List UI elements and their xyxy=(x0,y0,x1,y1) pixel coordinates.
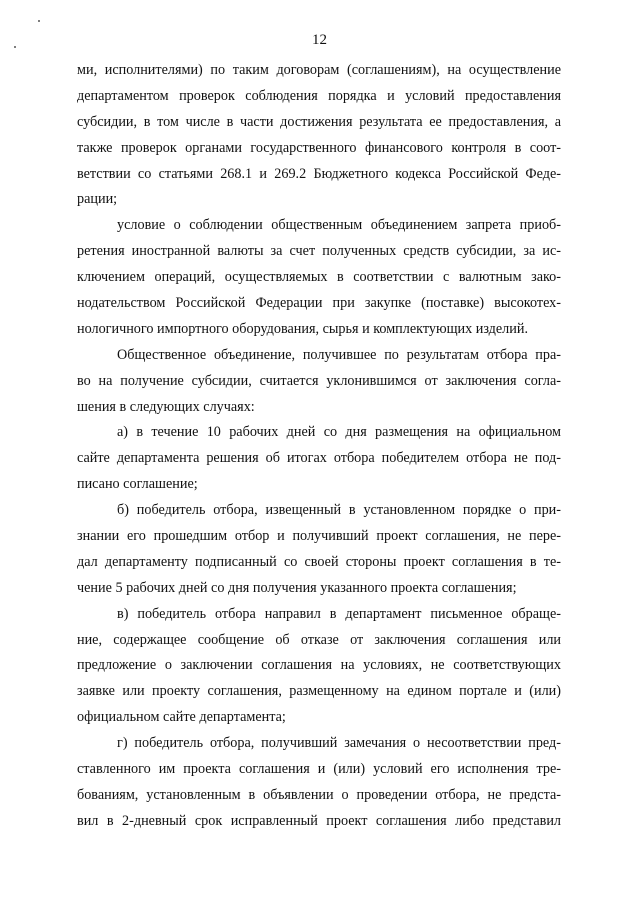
text-line: субсидии, в том числе в части достижения результата ее предоставления, а xyxy=(77,113,561,130)
text-line: заявке или проекту соглашения, размещенному на едином портале и (или) xyxy=(77,683,561,700)
scan-speck xyxy=(14,46,16,48)
text-line: а) в течение 10 рабочих дней со дня размещения на официальном xyxy=(117,424,561,441)
text-line: ветствии со статьями 268.1 и 269.2 Бюджетного кодекса Российской Феде- xyxy=(77,165,561,182)
text-line: департаментом проверок соблюдения порядка и условий предоставления xyxy=(77,87,561,104)
text-line: официальном сайте департамента; xyxy=(77,709,286,726)
text-line: в) победитель отбора направил в департамент письменное обраще- xyxy=(117,605,561,622)
text-line: условие о соблюдении общественным объединением запрета приоб- xyxy=(117,217,561,234)
text-line: нодательством Российской Федерации при закупке (поставке) высокотех- xyxy=(77,295,561,312)
text-line: Общественное объединение, получившее по результатам отбора пра- xyxy=(117,346,561,363)
text-line: г) победитель отбора, получивший замечания о несоответствии пред- xyxy=(117,735,561,752)
text-line: знании его прошедшим отбор и получивший проект соглашения, не пере- xyxy=(77,528,561,545)
document-body xyxy=(77,58,561,835)
text-line: дал департаменту подписанный со своей стороны проект соглашения в те- xyxy=(77,553,561,570)
text-line: также проверок органами государственного финансового контроля в соот- xyxy=(77,139,561,156)
text-line: шения в следующих случаях: xyxy=(77,398,255,415)
text-line: вил в 2-дневный срок исправленный проект соглашения либо представил xyxy=(77,812,561,829)
text-line: б) победитель отбора, извещенный в установленном порядке о при- xyxy=(117,502,561,519)
page-number: 12 xyxy=(312,32,327,48)
text-line: рации; xyxy=(77,191,118,208)
text-line: бованиям, установленным в объявлении о проведении отбора, не предста- xyxy=(77,786,561,803)
text-line: писано соглашение; xyxy=(77,476,198,493)
text-line: сайте департамента решения об итогах отбора победителем отбора не под- xyxy=(77,450,561,467)
text-line: чение 5 рабочих дней со дня получения указанного проекта соглашения; xyxy=(77,579,517,596)
text-line: ми, исполнителями) по таким договорам (соглашениям), на осуществление xyxy=(77,62,561,78)
text-line: ключением операций, осуществляемых в соответствии с валютным зако- xyxy=(77,269,561,286)
text-line: нологичного импортного оборудования, сырья и комплектующих изделий. xyxy=(77,320,528,337)
text-line: предложение о заключении соглашения на условиях, не соответствующих xyxy=(77,657,561,674)
text-line: во на получение субсидии, считается уклонившимся от заключения согла- xyxy=(77,372,561,389)
text-line: ставленного им проекта соглашения и (или) условий его исполнения тре- xyxy=(77,761,561,778)
text-line: ние, содержащее сообщение об отказе от заключения соглашения или xyxy=(77,631,561,648)
scan-speck xyxy=(38,20,40,22)
text-line: ретения иностранной валюты за счет полученных средств субсидии, за ис- xyxy=(77,243,561,260)
